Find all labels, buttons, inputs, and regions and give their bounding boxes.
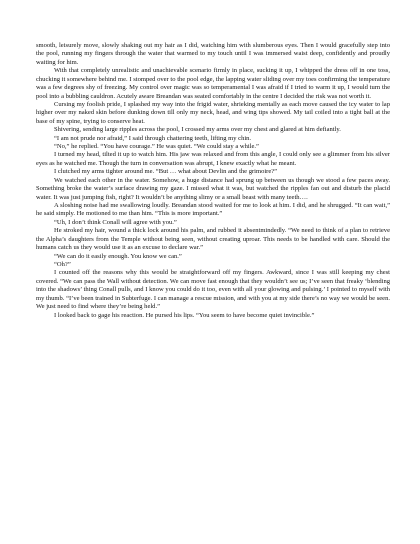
document-page bbox=[36, 42, 390, 320]
paragraph: I counted off the reasons why this would be straightforward off my fingers. Awkward, since I was still keeping my chest covered. “We can pass the Wall without detection. We can move fast enough that they wouldn’t see us; I’ve seen that freaky ‘blending into the shadows’ thing Conall pulls, and I know you could do it too, even with all your glowing and pulsing.’ I pointed to myself with my thumb. “I’ve been trained in Subterfuge. I can manage a rescue mission, and with you at my side there’s no way we would be seen. We just need to find where they’re being held.” bbox=[36, 269, 390, 311]
dialogue-line: “Oh?” bbox=[54, 260, 71, 268]
dialogue-line: “No,” he replied. “You have courage.” He was quiet. “We could stay a while.” bbox=[54, 143, 259, 151]
dialogue-line: “We can do it easily enough. You know we can.” bbox=[54, 252, 182, 260]
paragraph: Shivering, sending large ripples across the pool, I crossed my arms over my chest and glared at him defiantly. bbox=[54, 126, 341, 134]
paragraph: smooth, leisurely move, slowly shaking out my hair as I did, watching him with slumberous eyes. Then I would gracefully step into the pool, running my fingers through the water that warmed to my touch until I was immersed waist deep, confidently and proudly waiting for him. bbox=[36, 42, 390, 66]
paragraph: I turned my head, tilted it up to watch him. His jaw was relaxed and from this angle, I could only see a glimmer from his silver eyes as he watched me. Though the turn in conversation was abrupt, I knew exactly what he meant. bbox=[36, 151, 390, 167]
dialogue-line: “I am not prude nor afraid,” I said through chattering teeth, lifting my chin. bbox=[54, 134, 252, 142]
paragraph: I looked back to gage his reaction. He pursed his lips. “You seem to have become quiet invincible.” bbox=[54, 311, 315, 319]
dialogue-line: “Uh, I don’t think Conall will agree with you.” bbox=[54, 218, 177, 226]
paragraph: We watched each other in the water. Somehow, a huge distance had sprung up between us though we stood a few paces away. Something broke the water’s surface drawing my gaze. I missed what it was, but watched the ripples fan out and disturb the placid water. It was just jumping fish, right? It wouldn’t be anything slimy or a small beast with many teeth…. bbox=[36, 176, 390, 201]
paragraph: With that completely unrealistic and unachievable scenario firmly in place, sucking it up, I whipped the dress off in one toss, chucking it somewhere behind me. I stomped over to the pool edge, the lapping water sliding over my toes confirming the temperature was a few degrees shy of freezing. My control over magic was so temperamental I was afraid if I tried to warm it up, I would turn the pool into a bubbling cauldron. Acutely aware Breandan was seated comfortably in the centre I decided the risk was not worth it. bbox=[36, 67, 390, 100]
paragraph: I clutched my arms tighter around me. “But … what about Devlin and the grimoire?” bbox=[54, 168, 278, 176]
paragraph: He stroked my hair, wound a thick lock around his palm, and rubbed it absentmindedly. “We need to think of a plan to retrieve the Alpha’s daughters from the Temple without being seen, without creating uproar. This needs to be handled with care. Should the humans catch us they would use it as an excuse to declare war.” bbox=[36, 227, 390, 252]
paragraph: A sloshing noise had me swallowing loudly. Breandan stood waited for me to look at him. I did, and he shrugged. “It can wait,” he said simply. He motioned to me than him. “This is more important.” bbox=[36, 202, 390, 218]
paragraph: Cursing my foolish pride, I splashed my way into the frigid water, shrieking mentally as each move caused the icy water to lap higher over my naked skin before dunking down till only my neck, head, and wing tips showed. My tail coiled into a tight ball at the base of my spine, trying to conserve heat. bbox=[36, 100, 390, 125]
